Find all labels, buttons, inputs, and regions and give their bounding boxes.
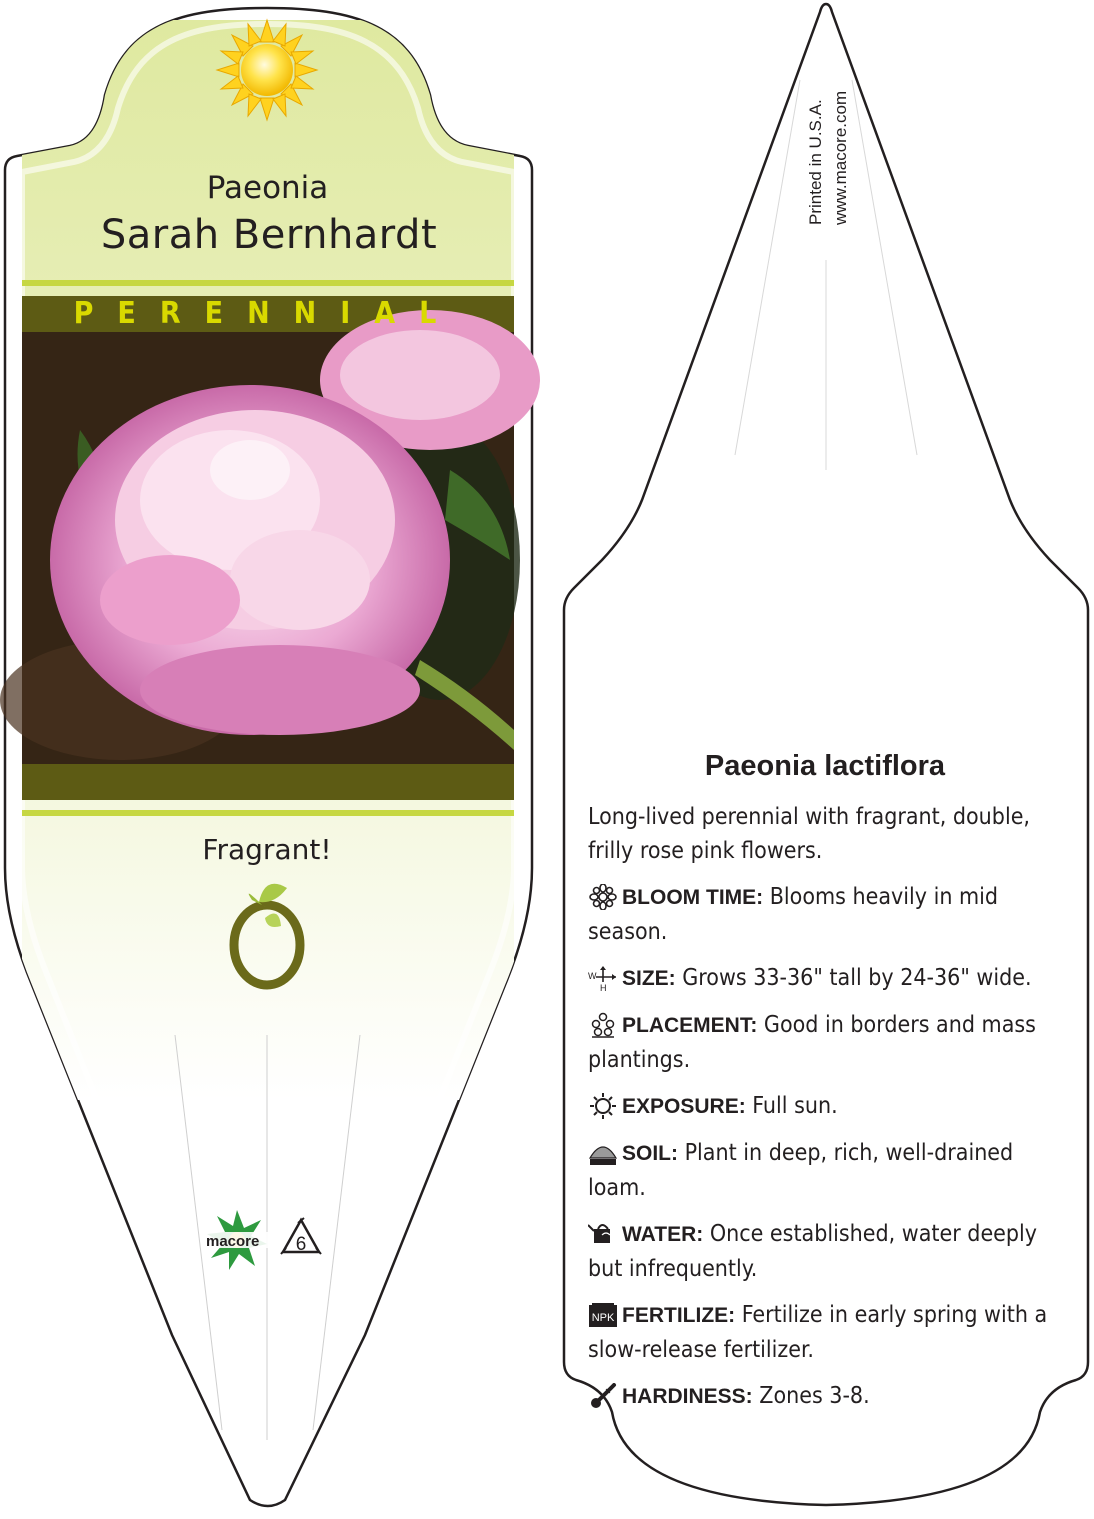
size-w-letter: W bbox=[588, 971, 597, 981]
label-exposure: EXPOSURE: bbox=[622, 1095, 746, 1118]
label-placement: PLACEMENT: bbox=[622, 1014, 758, 1037]
text-placement: Good in borders and mass plantings. bbox=[588, 1012, 1036, 1073]
info-bloom-time bbox=[588, 880, 1058, 949]
flower-photo bbox=[0, 310, 540, 764]
description: Long-lived perennial with fragrant, double, frilly rose pink flowers. bbox=[588, 804, 1030, 864]
thermometer-icon bbox=[588, 1383, 618, 1409]
size-arrows-icon bbox=[588, 965, 618, 991]
info-exposure bbox=[588, 1089, 1058, 1124]
printed-info bbox=[776, 60, 876, 240]
sun-outline-icon bbox=[588, 1093, 618, 1119]
text-hardiness: Zones 3-8. bbox=[759, 1383, 870, 1409]
label-water: WATER: bbox=[622, 1223, 704, 1246]
text-fertilize: Fertilize in early spring with a slow-release fertilizer. bbox=[588, 1302, 1048, 1363]
info-hardiness bbox=[588, 1379, 1058, 1414]
label-soil: SOIL: bbox=[622, 1142, 678, 1165]
label-size: SIZE: bbox=[622, 967, 676, 990]
website-text: www.macore.com bbox=[831, 90, 850, 225]
text-soil: Plant in deep, rich, well-drained loam. bbox=[588, 1140, 1014, 1201]
flower-icon bbox=[588, 884, 618, 910]
soil-icon bbox=[588, 1140, 618, 1166]
text-exposure: Full sun. bbox=[752, 1093, 838, 1119]
brand-name: macore bbox=[206, 1233, 260, 1250]
text-size: Grows 33-36" tall by 24-36" wide. bbox=[682, 965, 1032, 991]
label-hardiness: HARDINESS: bbox=[622, 1385, 753, 1408]
text-bloom-time: Blooms heavily in mid season. bbox=[588, 884, 999, 945]
category-label: PERENNIAL bbox=[73, 296, 461, 331]
npk-text: NPK bbox=[591, 1312, 615, 1324]
text-water: Once established, water deeply but infrequently. bbox=[588, 1221, 1038, 1282]
info-size bbox=[588, 961, 1058, 996]
watering-can-icon bbox=[588, 1221, 618, 1247]
sun-icon bbox=[217, 20, 317, 120]
label-fertilize: FERTILIZE: bbox=[622, 1304, 736, 1327]
front-cultivar-name: Sarah Bernhardt bbox=[100, 212, 438, 258]
npk-fertilizer-icon bbox=[588, 1302, 618, 1328]
care-info bbox=[588, 800, 1058, 1426]
back-title: Paeonia lactiflora bbox=[704, 750, 946, 782]
printed-in-text: Printed in U.S.A. bbox=[806, 99, 825, 225]
info-fertilize bbox=[588, 1298, 1058, 1367]
front-genus: Paeonia bbox=[206, 170, 329, 206]
size-h-letter: H bbox=[600, 983, 607, 991]
front-tagline: Fragrant! bbox=[202, 833, 332, 866]
recycle-code: 6 bbox=[295, 1234, 307, 1255]
label-bloom-time: BLOOM TIME: bbox=[622, 886, 764, 909]
info-water bbox=[588, 1217, 1058, 1286]
info-placement bbox=[588, 1008, 1058, 1077]
info-soil bbox=[588, 1136, 1058, 1205]
placement-plants-icon bbox=[588, 1012, 618, 1038]
